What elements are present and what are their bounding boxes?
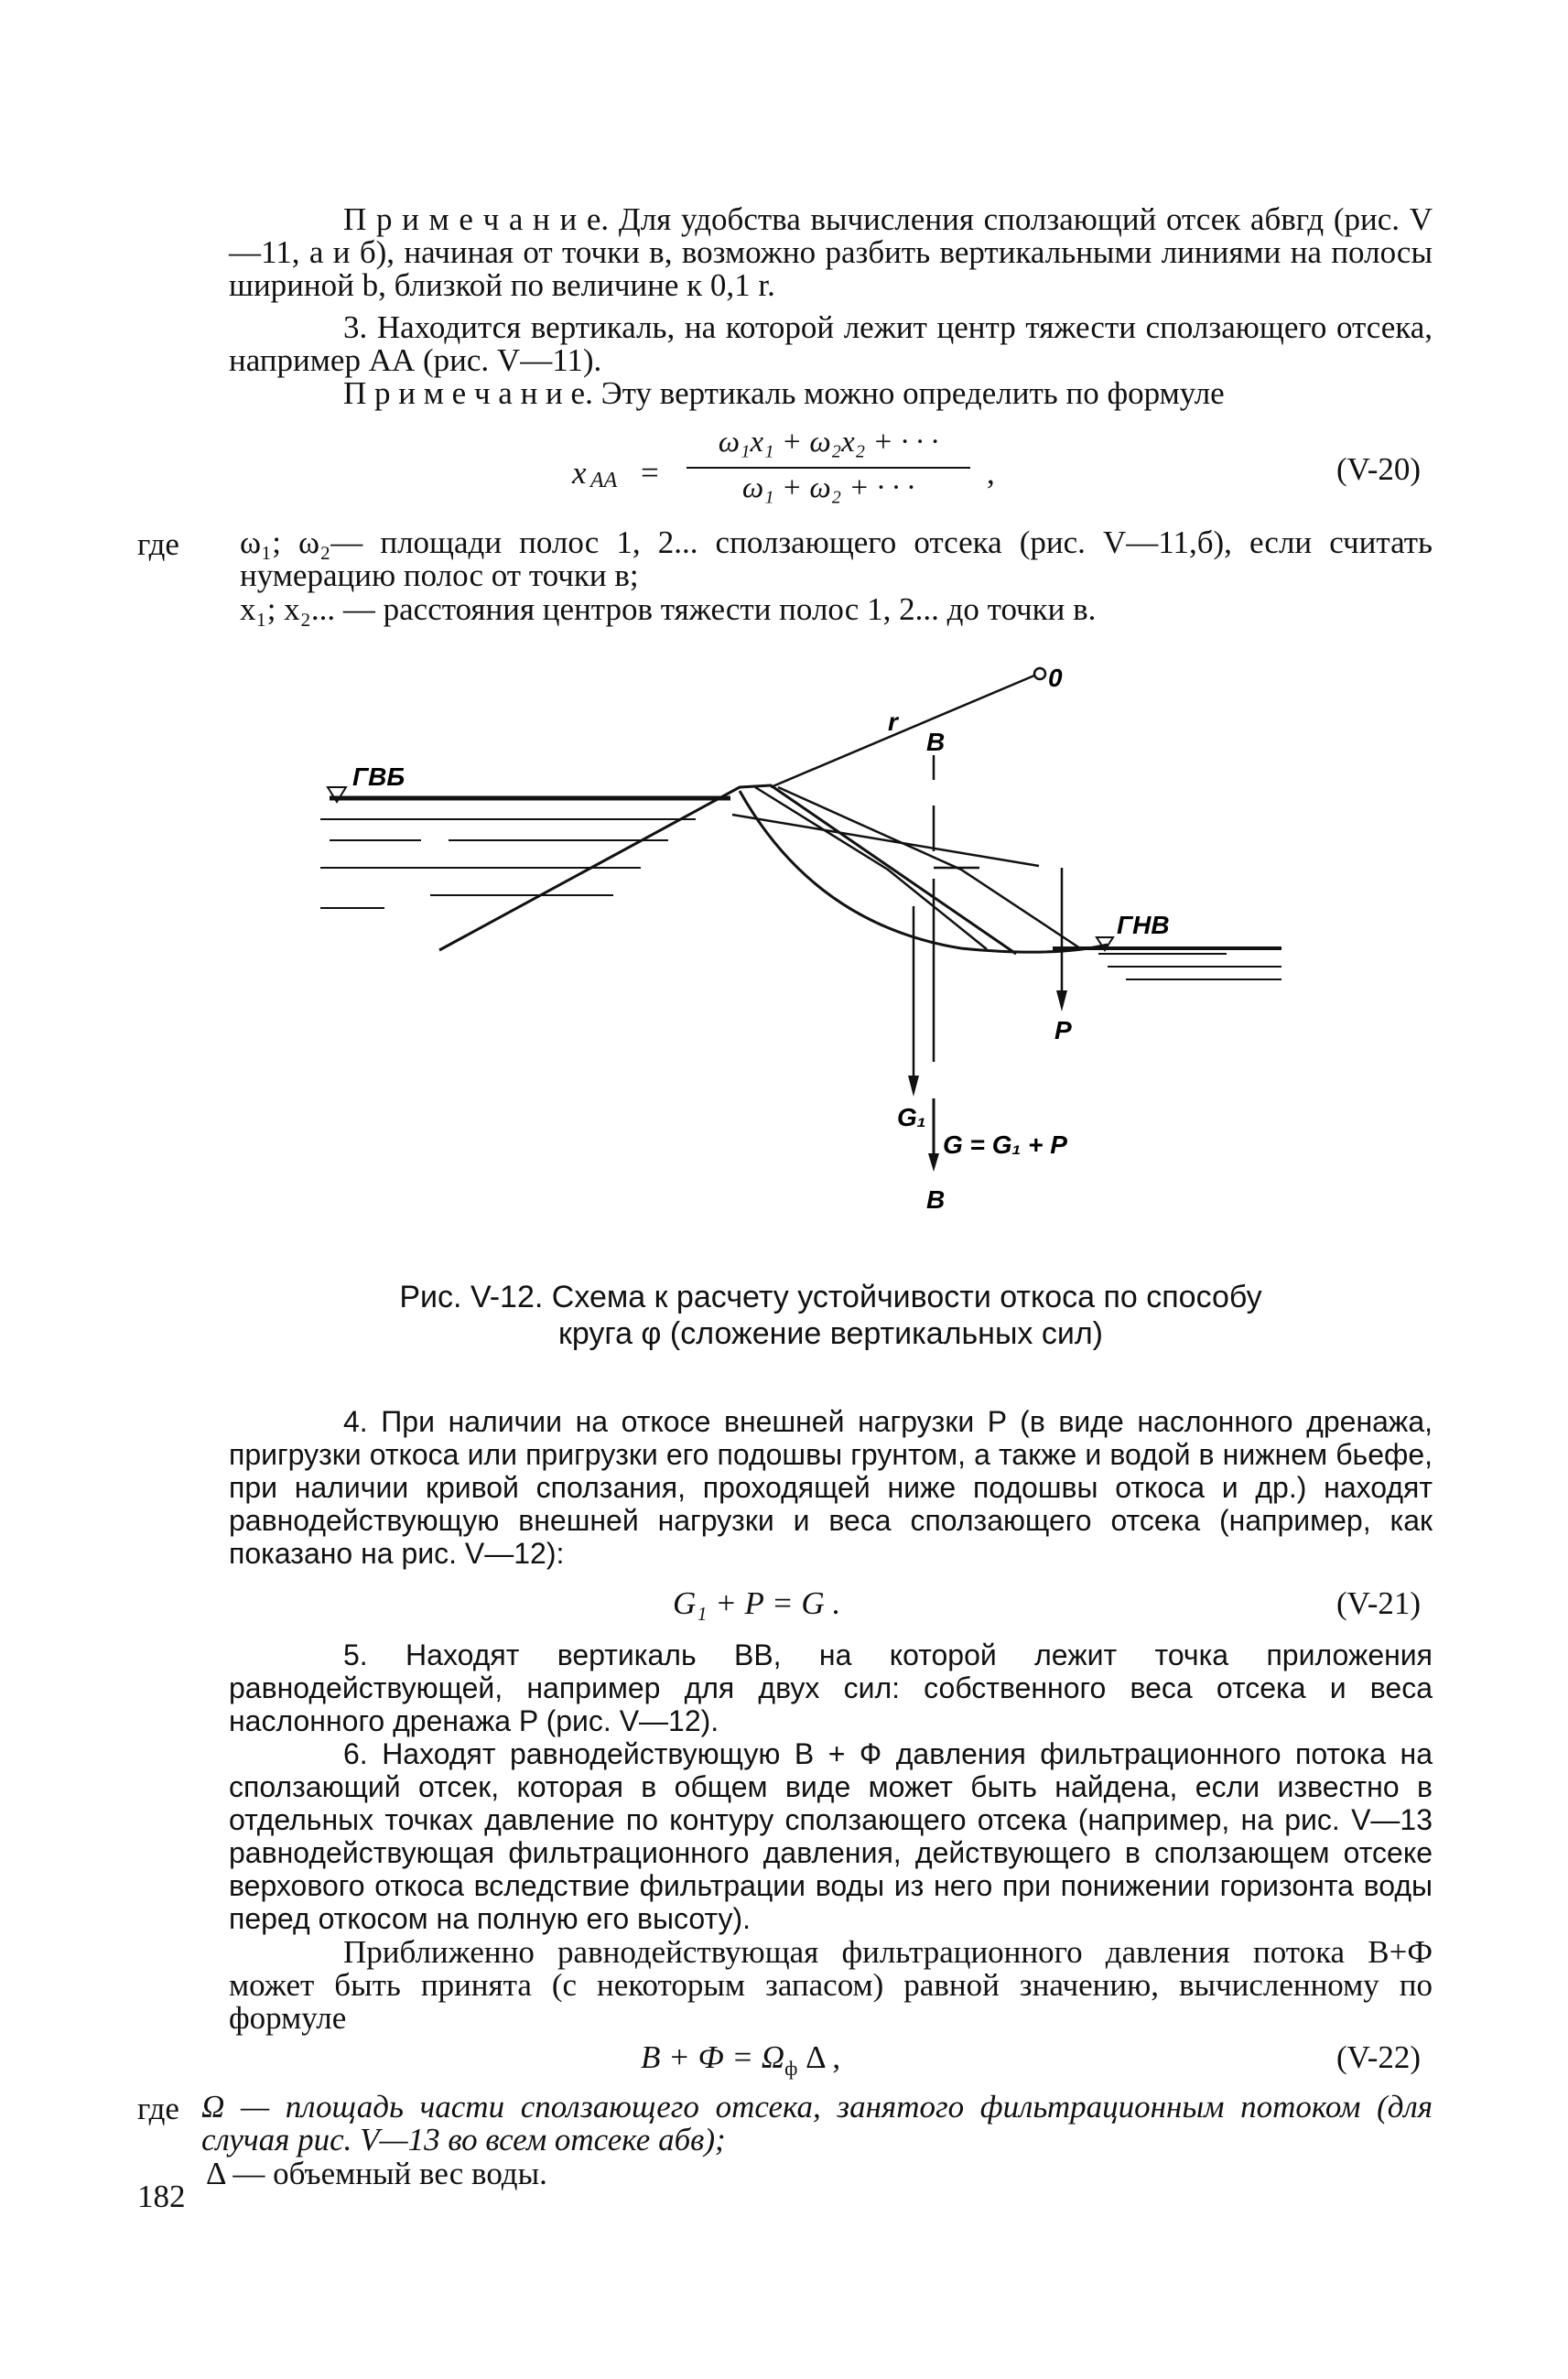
item-5-paragraph: 5. Находят вертикаль ВВ, на которой лежит точка приложения равнодействующей, например для двух сил: собственного веса отсека и веса наслонного дренажа P (рис. V—12).	[229, 1638, 1433, 1737]
item-4-paragraph: 4. При наличии на откосе внешней нагрузки P (в виде наслонного дренажа, пригрузки откоса или пригрузки его подошвы грунтом, а также и водой в нижнем бьефе, при наличии кривой сползания, проходящей ниже подошвы откоса и др.) находят равнодействующую внешней нагрузки и веса сползающего отсека (например, как показано на рис. V—12):	[229, 1405, 1433, 1570]
figure-caption-line-1: Рис. V-12. Схема к расчету устойчивости откоса по способу	[399, 1280, 1262, 1314]
label-b-top: В	[926, 728, 946, 756]
where-label-2: где	[137, 2091, 179, 2126]
fraction-bar	[687, 467, 970, 469]
circle-center-point	[1034, 668, 1045, 679]
formula-v22	[641, 2039, 840, 2081]
sliding-circle-arc	[740, 791, 1108, 952]
label-gnb: ГНВ	[1117, 911, 1170, 939]
label-p: P	[1054, 1016, 1072, 1044]
note-paragraph-1: П р и м е ч а н и е. Для удобства вычисления сползающий отсек абвгд (рис. V—11, а и б), начиная от точки в, возможно разбить вертикальными линиями на полосы шириной b, близкой по величине к 0,1 r.	[229, 201, 1433, 303]
where-def-omega-text: ω₁; ω₂— площади полос 1, 2... сползающего отсека (рис. V—11,б), если считать нумерацию полос от точки в;	[240, 524, 1433, 593]
formula-v20-lhs: x	[572, 455, 587, 491]
equation-number-v22: (V-22)	[1336, 2039, 1422, 2075]
figure-caption-line-2: круга φ (сложение вертикальных сил)	[558, 1316, 1103, 1351]
radius-line	[771, 676, 1034, 787]
item-6-paragraph: 6. Находят равнодействующую В + Ф давления фильтрационного потока на сползающий отсек, которая в общем виде может быть найдена, если известно в отдельных точках давление по контуру сползающего отсека (например, на рис. V—13 равнодействующая фильтрационного давления, действующего в сползающем отсеке верхового откоса вследствие фильтрации воды из него при понижении горизонта воды перед откосом на полную его высоту).	[229, 1737, 1433, 1935]
label-o: 0	[1048, 664, 1063, 692]
formula-v22-sub: ф	[784, 2057, 798, 2080]
g-arrow-head	[928, 1153, 939, 1172]
label-gvb: ГВБ	[352, 762, 406, 791]
where-label-1: где	[137, 526, 179, 562]
formula-v22-rhs: Δ ,	[797, 2039, 841, 2075]
where-def-delta: Δ — объемный вес воды.	[206, 2156, 547, 2191]
formula-v21: G₁ + P = G .	[673, 1585, 841, 1621]
where-def-x: x₁; x₂... — расстояния центров тяжести полос 1, 2... до точки в.	[240, 591, 1097, 627]
p-arrow-head	[1056, 990, 1067, 1011]
formula-v20-equals: =	[641, 455, 659, 491]
where-def-omega	[240, 526, 1433, 592]
slope-stability-figure	[302, 659, 1309, 1254]
chord-line	[732, 815, 1039, 866]
approximation-paragraph: Приближенно равнодействующая фильтрационного давления потока В+Ф может быть принята (с некоторым запасом) равной значению, вычисленному по формуле	[229, 1934, 1433, 2036]
equation-number-v20: (V-20)	[1336, 451, 1422, 487]
formula-v22-lhs: В + Ф = Ω	[641, 2039, 785, 2075]
g1-arrow-head	[908, 1076, 919, 1097]
label-g-sum: G = G₁ + P	[943, 1130, 1067, 1159]
note-paragraph-2: П р и м е ч а н и е. Эту вертикаль можно определить по формуле	[343, 375, 1225, 411]
where-def-omega-area: Ω — площадь части сползающего отсека, занятого фильтрационным потоком (для случая рис. V—13 во всем отсеке абв);	[201, 2089, 1433, 2157]
item-3-paragraph: 3. Находится вертикаль, на которой лежит центр тяжести сползающего отсека, например АА (рис. V—11).	[229, 309, 1433, 378]
page-number: 182	[137, 2179, 186, 2214]
dam-outline	[439, 785, 1016, 954]
label-b-bottom: В	[926, 1185, 946, 1214]
label-g1: G₁	[897, 1103, 926, 1131]
equation-number-v21: (V-21)	[1336, 1585, 1422, 1621]
formula-v20-numerator: ω₁x₁ + ω₂x₂ + · · ·	[718, 426, 939, 459]
formula-v20-comma: ,	[987, 455, 995, 491]
formula-v20-denominator: ω₁ + ω₂ + · · ·	[741, 471, 915, 504]
label-r: r	[888, 708, 898, 736]
drain-layer-line	[778, 787, 1080, 948]
formula-v20-lhs-sub: AA	[590, 469, 618, 492]
